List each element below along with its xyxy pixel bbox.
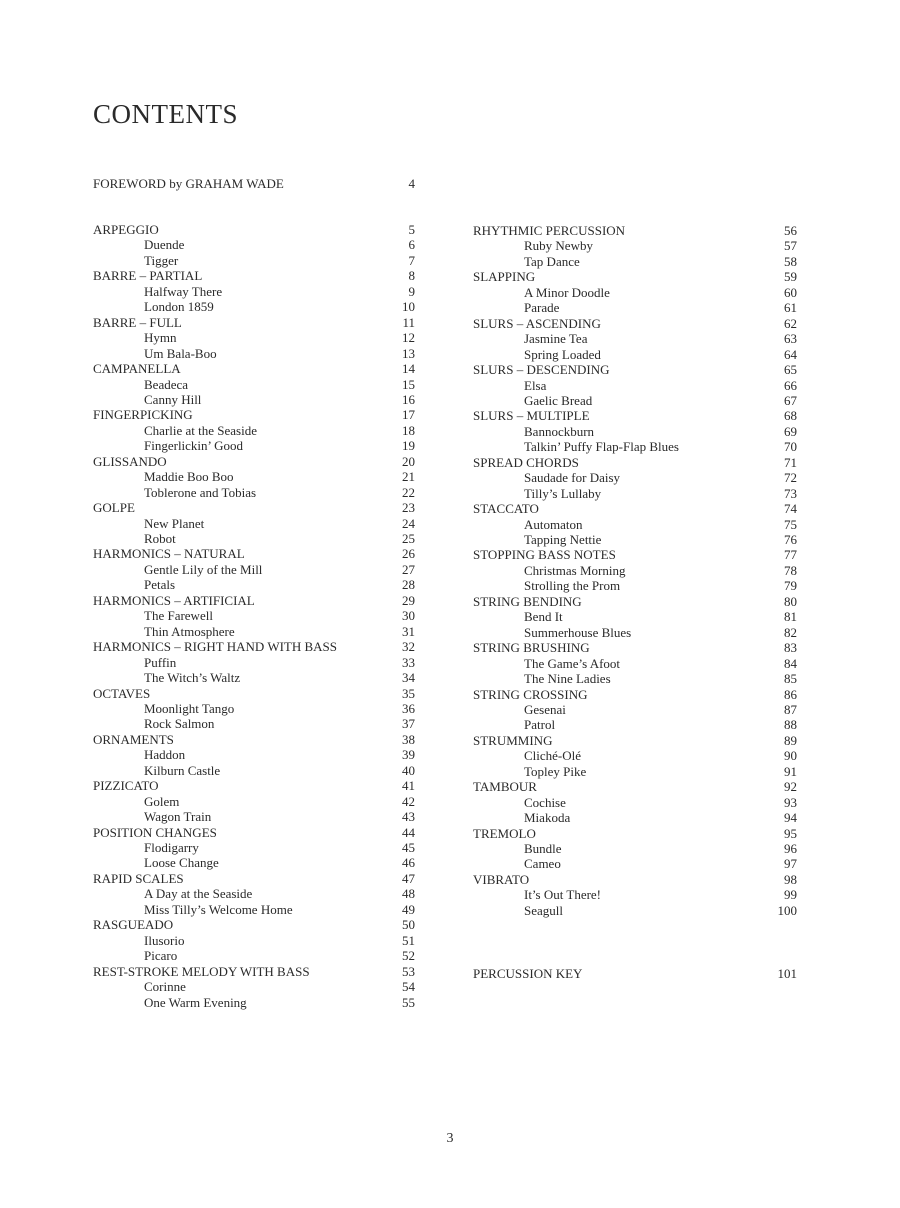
- toc-subentry[interactable]: [93, 809, 415, 825]
- toc-subentry[interactable]: [473, 609, 797, 625]
- toc-entry-label: FINGERPICKING: [93, 407, 193, 423]
- toc-entry-page: 52: [402, 948, 415, 964]
- toc-subentry[interactable]: [473, 285, 797, 301]
- toc-entry-page: 67: [784, 392, 797, 408]
- toc-entry-page: 21: [402, 469, 415, 485]
- toc-subentry[interactable]: [473, 656, 797, 672]
- toc-section-entry[interactable]: [93, 593, 415, 609]
- toc-entry-label: BARRE – PARTIAL: [93, 268, 203, 284]
- toc-subentry[interactable]: [93, 902, 415, 918]
- toc-section-entry[interactable]: [93, 825, 415, 841]
- toc-entry-label: Patrol: [524, 717, 556, 733]
- toc-entry-page: 19: [402, 438, 415, 454]
- toc-subentry[interactable]: [473, 671, 797, 687]
- toc-entry-label: The Game’s Afoot: [524, 655, 621, 671]
- toc-entry-label: Golem: [144, 793, 180, 809]
- toc-entry-label: SLURS – ASCENDING: [473, 315, 601, 331]
- toc-entry-label: Beadeca: [144, 376, 189, 392]
- toc-subentry[interactable]: [93, 794, 415, 810]
- toc-entry-label: Corinne: [144, 979, 186, 995]
- toc-entry-page: 53: [402, 963, 415, 979]
- toc-subentry[interactable]: [93, 701, 415, 717]
- toc-section-entry[interactable]: [473, 547, 797, 563]
- toc-subentry[interactable]: [473, 238, 797, 254]
- toc-entry-page: 48: [402, 886, 415, 902]
- toc-entry-page: 75: [784, 516, 797, 532]
- toc-entry-page: 47: [402, 870, 415, 886]
- toc-subentry[interactable]: [93, 253, 415, 269]
- toc-subentry[interactable]: [473, 702, 797, 718]
- toc-entry-label: STRING CROSSING: [473, 686, 588, 702]
- toc-entry-page: 92: [784, 779, 797, 795]
- toc-entry-label: Parade: [524, 300, 560, 316]
- toc-entry-page: 30: [402, 608, 415, 624]
- toc-entry-page: 85: [784, 671, 797, 687]
- toc-entry-label: RAPID SCALES: [93, 870, 184, 886]
- toc-entry-label: Hymn: [144, 330, 177, 346]
- toc-subentry[interactable]: [93, 469, 415, 485]
- toc-section-entry[interactable]: [93, 871, 415, 887]
- toc-entry-label: Picaro: [144, 948, 178, 964]
- toc-entry-page: 66: [784, 377, 797, 393]
- toc-entry-label: Jasmine Tea: [524, 331, 588, 347]
- toc-subentry[interactable]: [93, 855, 415, 871]
- toc-entry-label: TREMOLO: [473, 825, 536, 841]
- toc-entry-label: ORNAMENTS: [93, 731, 174, 747]
- toc-entry-page: 9: [408, 283, 415, 299]
- toc-entry-page: 89: [784, 732, 797, 748]
- toc-entry-page: 69: [784, 423, 797, 439]
- toc-entry-label: Tigger: [144, 252, 179, 268]
- toc-entry-label: Kilburn Castle: [144, 762, 221, 778]
- toc-entry-foreword[interactable]: [93, 176, 415, 192]
- toc-subentry[interactable]: [473, 424, 797, 440]
- toc-entry-page: 91: [784, 763, 797, 779]
- toc-subentry[interactable]: [473, 563, 797, 579]
- toc-section-entry[interactable]: [473, 779, 797, 795]
- toc-entry-label: Ruby Newby: [524, 238, 593, 254]
- toc-entry-label: STOPPING BASS NOTES: [473, 547, 616, 563]
- toc-entry-page: 58: [784, 253, 797, 269]
- toc-subentry[interactable]: [93, 763, 415, 779]
- toc-entry-page: 14: [402, 361, 415, 377]
- toc-entry-label: Saudade for Daisy: [524, 470, 621, 486]
- toc-entry-label: Fingerlickin’ Good: [144, 438, 244, 454]
- toc-subentry[interactable]: [93, 392, 415, 408]
- toc-entry-page: 70: [784, 439, 797, 455]
- toc-entry-page: 41: [402, 778, 415, 794]
- toc-subentry[interactable]: [473, 625, 797, 641]
- toc-entry-page: 81: [784, 609, 797, 625]
- toc-subentry[interactable]: [93, 670, 415, 686]
- toc-subentry[interactable]: [93, 747, 415, 763]
- toc-entry-page: 13: [402, 345, 415, 361]
- toc-entry-label: RHYTHMIC PERCUSSION: [473, 223, 626, 238]
- toc-entry-page: 27: [402, 561, 415, 577]
- toc-entry-page: 5: [408, 222, 415, 237]
- toc-entry-label: Canny Hill: [144, 391, 202, 407]
- toc-subentry[interactable]: [93, 377, 415, 393]
- toc-entry-label: Spring Loaded: [524, 346, 601, 362]
- toc-subentry[interactable]: [93, 330, 415, 346]
- toc-entry-label: Seagull: [524, 902, 563, 918]
- toc-subentry[interactable]: [473, 300, 797, 316]
- toc-entry-label: Talkin’ Puffy Flap-Flap Blues: [524, 439, 679, 455]
- toc-section-entry[interactable]: [473, 269, 797, 285]
- toc-entry-label: GLISSANDO: [93, 453, 167, 469]
- toc-section-entry[interactable]: [93, 732, 415, 748]
- toc-subentry[interactable]: [473, 254, 797, 270]
- toc-section-entry[interactable]: [93, 964, 415, 980]
- toc-entry-page: 16: [402, 391, 415, 407]
- toc-entry-label: Miakoda: [524, 810, 571, 826]
- toc-subentry[interactable]: [93, 516, 415, 532]
- toc-entry-label: SLAPPING: [473, 269, 536, 285]
- toc-entry-page: 15: [402, 376, 415, 392]
- toc-entry-page: 60: [784, 284, 797, 300]
- toc-subentry[interactable]: [473, 856, 797, 872]
- toc-entry-page: 63: [784, 331, 797, 347]
- toc-entry-label: SLURS – DESCENDING: [473, 362, 610, 378]
- toc-section-entry[interactable]: [93, 315, 415, 331]
- toc-entry-page: 28: [402, 577, 415, 593]
- toc-entry-page: 57: [784, 238, 797, 254]
- toc-section-entry[interactable]: [93, 222, 415, 238]
- toc-entry-page: 42: [402, 793, 415, 809]
- toc-section-entry[interactable]: [93, 917, 415, 933]
- toc-entry-page: 99: [784, 887, 797, 903]
- toc-entry-page: 77: [784, 547, 797, 563]
- toc-section-entry[interactable]: [93, 454, 415, 470]
- toc-entry-page: 34: [402, 670, 415, 686]
- toc-entry-page: 18: [402, 422, 415, 438]
- toc-entry-label: RASGUEADO: [93, 917, 174, 933]
- toc-subentry[interactable]: [473, 347, 797, 363]
- toc-entry-page: 61: [784, 300, 797, 316]
- toc-entry-label: Ilusorio: [144, 932, 185, 948]
- toc-entry-label: SLURS – MULTIPLE: [473, 408, 590, 424]
- toc-entry-page: 25: [402, 531, 415, 546]
- toc-entry-page: 44: [402, 824, 415, 840]
- toc-entry-page: 54: [402, 979, 415, 995]
- toc-entry-page: 59: [784, 269, 797, 285]
- toc-entry-page: 65: [784, 362, 797, 378]
- toc-entry-label: STRING BENDING: [473, 593, 582, 609]
- toc-entry-page: 79: [784, 578, 797, 594]
- toc-entry-label: Gesenai: [524, 701, 566, 717]
- toc-subentry[interactable]: [93, 716, 415, 732]
- toc-entry-page: 76: [784, 532, 797, 547]
- toc-entry-page: 8: [408, 268, 415, 284]
- toc-entry-label: Cliché-Olé: [524, 748, 582, 764]
- toc-entry-page: 4: [408, 176, 415, 191]
- toc-entry-page: 33: [402, 654, 415, 670]
- toc-entry-page: 62: [784, 315, 797, 331]
- toc-entry-page: 68: [784, 408, 797, 424]
- toc-entry-label: Cochise: [524, 794, 566, 810]
- toc-entry-page: 38: [402, 731, 415, 747]
- toc-entry-page: 90: [784, 748, 797, 764]
- toc-entry-label: ARPEGGIO: [93, 222, 159, 237]
- toc-entry-page: 40: [402, 762, 415, 778]
- toc-section-entry[interactable]: [473, 223, 797, 239]
- toc-entry-page: 35: [402, 685, 415, 701]
- toc-entry-label: Thin Atmosphere: [144, 623, 235, 639]
- page-number: 3: [446, 1131, 454, 1146]
- toc-entry-page: 32: [402, 639, 415, 655]
- toc-entry-label: Christmas Morning: [524, 562, 626, 578]
- toc-subentry[interactable]: [473, 532, 797, 548]
- toc-entry-page: 96: [784, 841, 797, 856]
- toc-subentry[interactable]: [93, 995, 415, 1011]
- toc-entry-label: TAMBOUR: [473, 779, 537, 795]
- toc-entry-page: 55: [402, 994, 415, 1010]
- toc-subentry[interactable]: [93, 577, 415, 593]
- toc-entry-page: 36: [402, 700, 415, 716]
- toc-entry-page: 22: [402, 484, 415, 500]
- toc-subentry[interactable]: [473, 764, 797, 780]
- toc-entry-label: Charlie at the Seaside: [144, 422, 257, 438]
- toc-section-entry[interactable]: [473, 362, 797, 378]
- toc-subentry[interactable]: [93, 299, 415, 315]
- toc-section-entry[interactable]: [473, 594, 797, 610]
- toc-subentry[interactable]: [93, 608, 415, 624]
- toc-entry-label: Bend It: [524, 609, 563, 625]
- toc-section-entry[interactable]: [473, 501, 797, 517]
- toc-entry-page: 97: [784, 856, 797, 872]
- toc-subentry[interactable]: [473, 470, 797, 486]
- toc-entry-page: 84: [784, 655, 797, 671]
- toc-entry-label: Gentle Lily of the Mill: [144, 561, 263, 577]
- toc-entry-label: Wagon Train: [144, 809, 212, 825]
- toc-entry-label: Duende: [144, 237, 185, 253]
- toc-entry-label: The Witch’s Waltz: [144, 670, 241, 686]
- toc-entry-page: 82: [784, 624, 797, 640]
- toc-entry-label: PERCUSSION KEY: [473, 966, 583, 981]
- toc-entry-label: Cameo: [524, 856, 561, 872]
- toc-entry-label: HARMONICS – ARTIFICIAL: [93, 592, 255, 608]
- toc-section-entry[interactable]: [473, 826, 797, 842]
- toc-entry-label: HARMONICS – NATURAL: [93, 546, 245, 562]
- toc-subentry[interactable]: [473, 517, 797, 533]
- toc-entry-label: Um Bala-Boo: [144, 345, 217, 361]
- toc-entry-label: Gaelic Bread: [524, 392, 593, 408]
- toc-subentry[interactable]: [93, 562, 415, 578]
- toc-section-entry[interactable]: [473, 316, 797, 332]
- toc-entry-label: One Warm Evening: [144, 994, 247, 1010]
- toc-entry-label: SPREAD CHORDS: [473, 454, 579, 470]
- toc-entry-page: 72: [784, 470, 797, 486]
- toc-entry-page: 88: [784, 717, 797, 733]
- toc-entry-label: Moonlight Tango: [144, 700, 235, 716]
- toc-entry-page: 49: [402, 901, 415, 917]
- toc-subentry[interactable]: [93, 840, 415, 856]
- toc-section-entry[interactable]: [93, 778, 415, 794]
- toc-entry-label: Haddon: [144, 747, 186, 763]
- toc-entry-page: 98: [784, 871, 797, 887]
- toc-section-entry[interactable]: [93, 268, 415, 284]
- toc-entry-page: 29: [402, 592, 415, 608]
- toc-subentry[interactable]: [473, 439, 797, 455]
- toc-entry-label: STRING BRUSHING: [473, 640, 590, 656]
- toc-entry-page: 6: [408, 237, 415, 253]
- toc-entry-page: 39: [402, 747, 415, 763]
- toc-entry-label: REST-STROKE MELODY WITH BASS: [93, 963, 310, 979]
- toc-subentry[interactable]: [473, 841, 797, 857]
- toc-entry-page: 45: [402, 840, 415, 855]
- toc-entry-label: Toblerone and Tobias: [144, 484, 257, 500]
- toc-entry-page: 56: [784, 223, 797, 238]
- toc-subentry[interactable]: [473, 331, 797, 347]
- toc-entry-page: 51: [402, 932, 415, 948]
- toc-entry-page: 26: [402, 546, 415, 562]
- page-title: CONTENTS: [93, 99, 238, 129]
- toc-section-entry[interactable]: [93, 686, 415, 702]
- toc-entry-label: GOLPE: [93, 500, 135, 516]
- toc-entry-page: 80: [784, 593, 797, 609]
- toc-entry-label: The Farewell: [144, 608, 213, 624]
- toc-entry-label: FOREWORD by GRAHAM WADE: [93, 176, 284, 191]
- toc-subentry[interactable]: [473, 378, 797, 394]
- toc-entry-page: 71: [784, 454, 797, 470]
- toc-subentry[interactable]: [93, 624, 415, 640]
- toc-entry-page: 24: [402, 515, 415, 531]
- toc-entry-label: London 1859: [144, 299, 214, 315]
- toc-section-entry[interactable]: [473, 455, 797, 471]
- toc-section-entry[interactable]: [473, 687, 797, 703]
- toc-section-entry[interactable]: [93, 500, 415, 516]
- toc-entry-label: Summerhouse Blues: [524, 624, 632, 640]
- toc-subentry[interactable]: [473, 486, 797, 502]
- toc-entry-page: 86: [784, 686, 797, 702]
- toc-entry-label: VIBRATO: [473, 871, 530, 887]
- toc-entry-label: A Minor Doodle: [524, 284, 610, 300]
- toc-entry-label: Topley Pike: [524, 763, 587, 779]
- toc-entry-page: 94: [784, 810, 797, 826]
- toc-entry-label: Tap Dance: [524, 253, 580, 269]
- toc-entry-label: Robot: [144, 531, 176, 546]
- toc-entry-page: 10: [402, 299, 415, 315]
- toc-entry-label: New Planet: [144, 515, 205, 531]
- toc-subentry[interactable]: [93, 237, 415, 253]
- toc-entry-label: Bundle: [524, 841, 562, 856]
- toc-entry-page: 78: [784, 562, 797, 578]
- toc-subentry[interactable]: [93, 948, 415, 964]
- toc-subentry[interactable]: [473, 810, 797, 826]
- toc-entry-page: 23: [402, 500, 415, 516]
- toc-entry-page: 87: [784, 701, 797, 717]
- toc-entry-label: Petals: [144, 577, 176, 593]
- toc-subentry[interactable]: [473, 795, 797, 811]
- toc-entry-label: Flodigarry: [144, 840, 199, 855]
- toc-entry-page: 46: [402, 855, 415, 871]
- toc-section-entry[interactable]: [473, 640, 797, 656]
- toc-entry-label: Automaton: [524, 516, 583, 532]
- toc-entry-label: Strolling the Prom: [524, 578, 621, 594]
- toc-entry-page: 100: [777, 902, 797, 918]
- toc-entry-label: Loose Change: [144, 855, 219, 871]
- toc-entry-page: 31: [402, 623, 415, 639]
- toc-entry-label: Maddie Boo Boo: [144, 469, 234, 485]
- toc-section-entry[interactable]: [473, 733, 797, 749]
- toc-subentry[interactable]: [473, 578, 797, 594]
- toc-subentry[interactable]: [93, 438, 415, 454]
- toc-entry-label: Bannockburn: [524, 423, 595, 439]
- toc-entry-page: 20: [402, 453, 415, 469]
- toc-entry-label: POSITION CHANGES: [93, 824, 217, 840]
- toc-subentry[interactable]: [473, 748, 797, 764]
- toc-subentry[interactable]: [93, 485, 415, 501]
- toc-entry-page: 93: [784, 794, 797, 810]
- toc-entry-page: 7: [408, 252, 415, 268]
- toc-subentry[interactable]: [473, 903, 797, 919]
- toc-entry-label: Miss Tilly’s Welcome Home: [144, 901, 293, 917]
- toc-entry-label: OCTAVES: [93, 685, 151, 701]
- toc-section-entry[interactable]: [93, 546, 415, 562]
- toc-subentry[interactable]: [93, 531, 415, 547]
- toc-entry-label: STACCATO: [473, 501, 539, 517]
- toc-subentry[interactable]: [473, 393, 797, 409]
- toc-entry-label: The Nine Ladies: [524, 671, 611, 687]
- toc-entry-label: A Day at the Seaside: [144, 886, 253, 902]
- toc-subentry[interactable]: [93, 655, 415, 671]
- toc-entry-percussion-key[interactable]: [473, 966, 797, 982]
- toc-entry-label: Tilly’s Lullaby: [524, 485, 602, 501]
- toc-section-entry[interactable]: [473, 408, 797, 424]
- toc-subentry[interactable]: [93, 284, 415, 300]
- toc-entry-label: Rock Salmon: [144, 716, 215, 732]
- toc-entry-page: 101: [777, 966, 797, 981]
- toc-entry-page: 43: [402, 809, 415, 825]
- toc-section-entry[interactable]: [473, 872, 797, 888]
- toc-section-entry[interactable]: [93, 407, 415, 423]
- toc-entry-label: Tapping Nettie: [524, 532, 602, 547]
- toc-subentry[interactable]: [93, 423, 415, 439]
- toc-entry-page: 17: [402, 407, 415, 423]
- toc-entry-page: 12: [402, 330, 415, 346]
- toc-entry-page: 83: [784, 640, 797, 656]
- toc-entry-page: 50: [402, 917, 415, 933]
- toc-section-entry[interactable]: [93, 361, 415, 377]
- toc-entry-label: Elsa: [524, 377, 547, 393]
- toc-entry-label: It’s Out There!: [524, 887, 602, 903]
- toc-section-entry[interactable]: [93, 639, 415, 655]
- toc-entry-page: 64: [784, 346, 797, 362]
- toc-entry-page: 11: [402, 314, 415, 330]
- toc-entry-page: 95: [784, 825, 797, 841]
- toc-subentry[interactable]: [93, 346, 415, 362]
- toc-entry-label: PIZZICATO: [93, 778, 159, 794]
- toc-entry-label: STRUMMING: [473, 732, 553, 748]
- toc-entry-label: CAMPANELLA: [93, 361, 181, 377]
- toc-subentry[interactable]: [93, 933, 415, 949]
- toc-entry-page: 37: [402, 716, 415, 732]
- toc-entry-page: 73: [784, 485, 797, 501]
- toc-entry-label: HARMONICS – RIGHT HAND WITH BASS: [93, 639, 338, 655]
- toc-entry-label: Halfway There: [144, 283, 223, 299]
- toc-entry-label: BARRE – FULL: [93, 314, 182, 330]
- toc-subentry[interactable]: [93, 979, 415, 995]
- toc-subentry[interactable]: [93, 886, 415, 902]
- toc-subentry[interactable]: [473, 887, 797, 903]
- toc-subentry[interactable]: [473, 717, 797, 733]
- toc-entry-page: 74: [784, 501, 797, 517]
- toc-entry-label: Puffin: [144, 654, 177, 670]
